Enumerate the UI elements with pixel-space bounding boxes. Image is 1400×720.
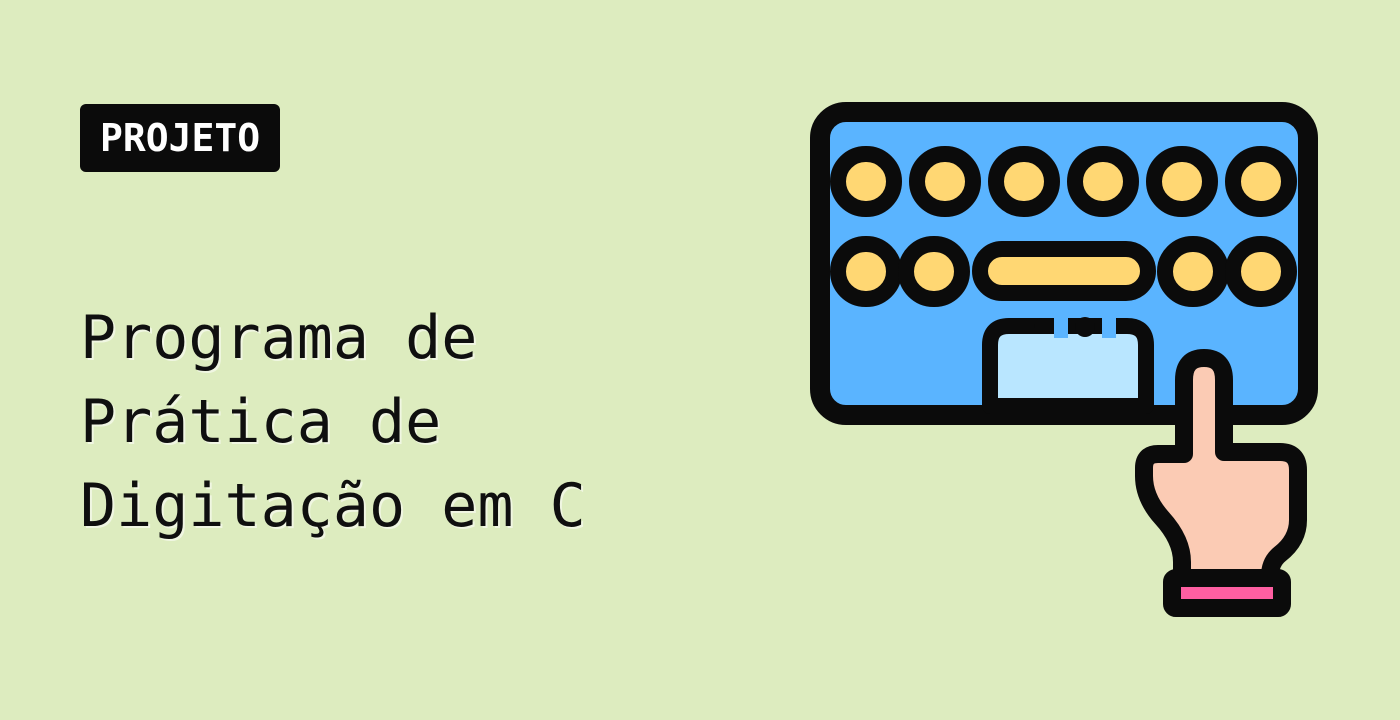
page-title (80, 296, 720, 548)
title-line-3: Digitação em C (80, 471, 586, 541)
title-line-1: Programa de (80, 303, 478, 373)
title-line-2: Prática de (80, 387, 442, 457)
keyboard-keys-row-2 (838, 244, 1289, 299)
keyboard-touch-icon (810, 100, 1320, 620)
project-tag: PROJETO (80, 104, 280, 172)
sleeve-cuff (1172, 578, 1282, 608)
